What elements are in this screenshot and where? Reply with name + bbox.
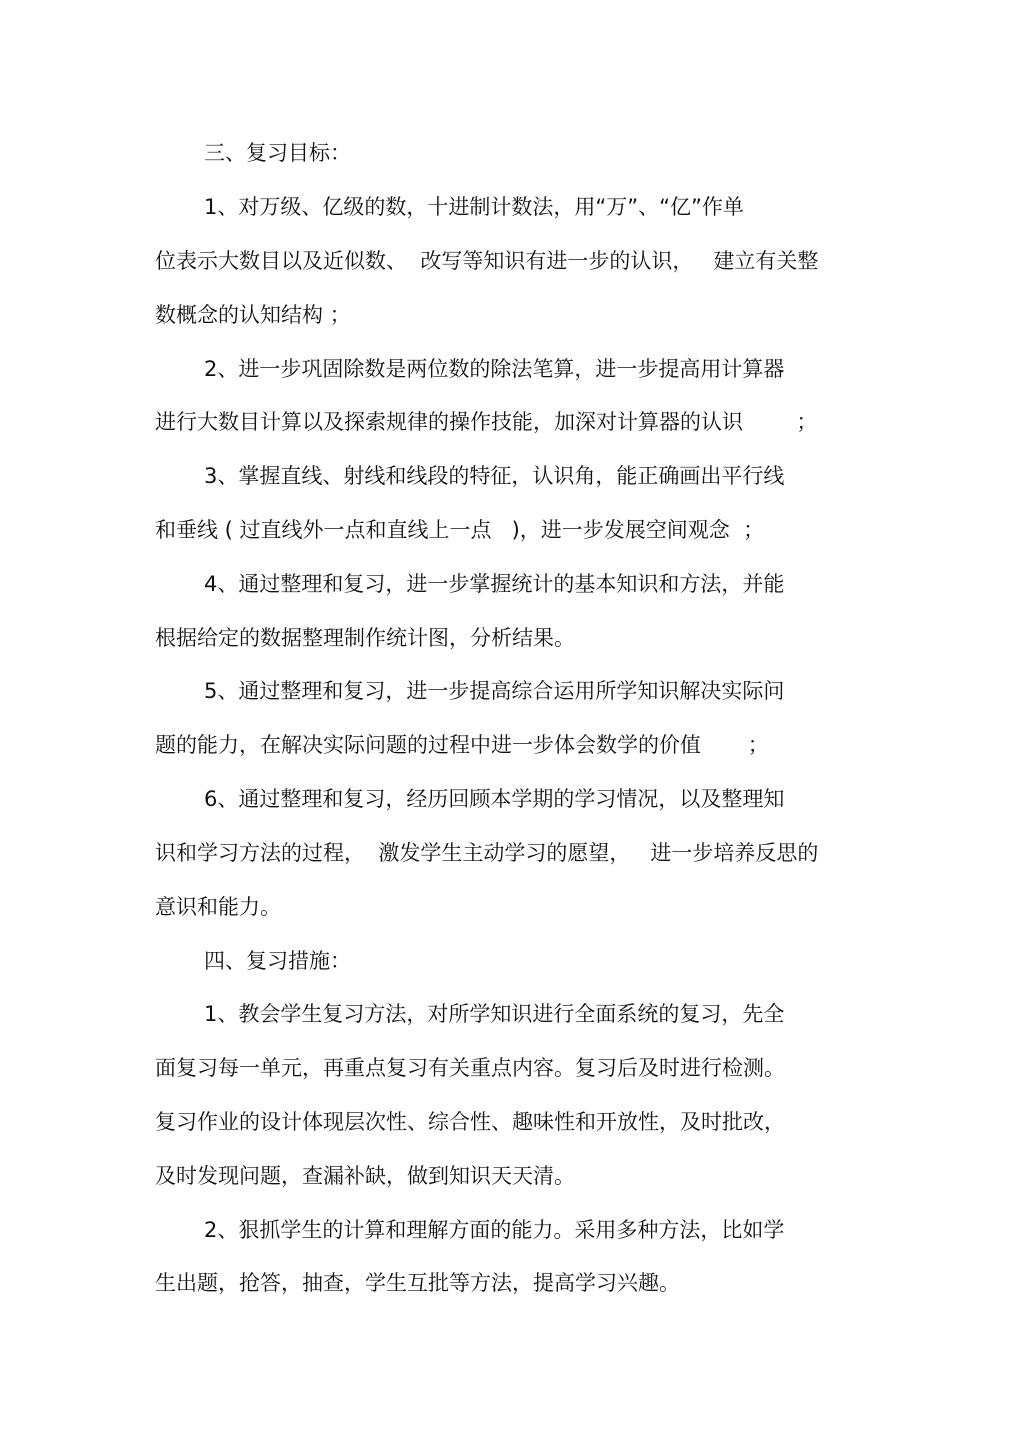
goal-5-line-2: 题的能力，在解决实际问题的过程中进一步体会数学的价值 ；: [155, 733, 769, 757]
goal-4-line-1: 4、通过整理和复习，进一步掌握统计的基本知识和方法，并能: [204, 572, 785, 596]
goal-4-line-2: 根据给定的数据整理制作统计图，分析结果。: [155, 626, 575, 650]
goal-1-line-2: 位表示大数目以及近似数、 改写等知识有进一步的认识， 建立有关整: [155, 249, 819, 273]
goal-1-line-1: 1、对万级、亿级的数，十进制计数法，用“万”、“亿”作单: [204, 195, 744, 219]
goal-2-line-2: 进行大数目计算以及探索规律的操作技能，加深对计算器的认识 ；: [155, 410, 818, 434]
measure-2-line-1: 2、狠抓学生的计算和理解方面的能力。采用多种方法，比如学: [204, 1218, 785, 1242]
goal-3-line-1: 3、掌握直线、射线和线段的特征，认识角，能正确画出平行线: [204, 464, 785, 488]
goal-6-line-2: 识和学习方法的过程， 激发学生主动学习的愿望， 进一步培养反思的: [155, 841, 819, 865]
section-heading-review-goals: 三、复习目标：: [204, 141, 351, 165]
goal-5-line-1: 5、通过整理和复习，进一步提高综合运用所学知识解决实际问: [204, 679, 785, 703]
goal-2-line-1: 2、进一步巩固除数是两位数的除法笔算，进一步提高用计算器: [204, 357, 785, 381]
goal-1-line-3: 数概念的认知结构 ；: [155, 303, 351, 327]
goal-6-line-3: 意识和能力。: [155, 895, 281, 919]
measure-1-line-4: 及时发现问题，查漏补缺，做到知识天天清。: [155, 1164, 575, 1188]
section-heading-review-measures: 四、复习措施：: [204, 949, 351, 973]
goal-6-line-1: 6、通过整理和复习，经历回顾本学期的学习情况，以及整理知: [204, 787, 785, 811]
measure-1-line-3: 复习作业的设计体现层次性、综合性、趣味性和开放性，及时批改，: [155, 1110, 785, 1134]
measure-1-line-2: 面复习每一单元，再重点复习有关重点内容。复习后及时进行检测。: [155, 1056, 785, 1080]
measure-2-line-2: 生出题，抢答，抽查，学生互批等方法，提高学习兴趣。: [155, 1271, 680, 1295]
measure-1-line-1: 1、教会学生复习方法，对所学知识进行全面系统的复习，先全: [204, 1002, 785, 1026]
goal-3-line-2: 和垂线 ( 过直线外一点和直线上一点 )，进一步发展空间观念 ；: [155, 518, 765, 542]
